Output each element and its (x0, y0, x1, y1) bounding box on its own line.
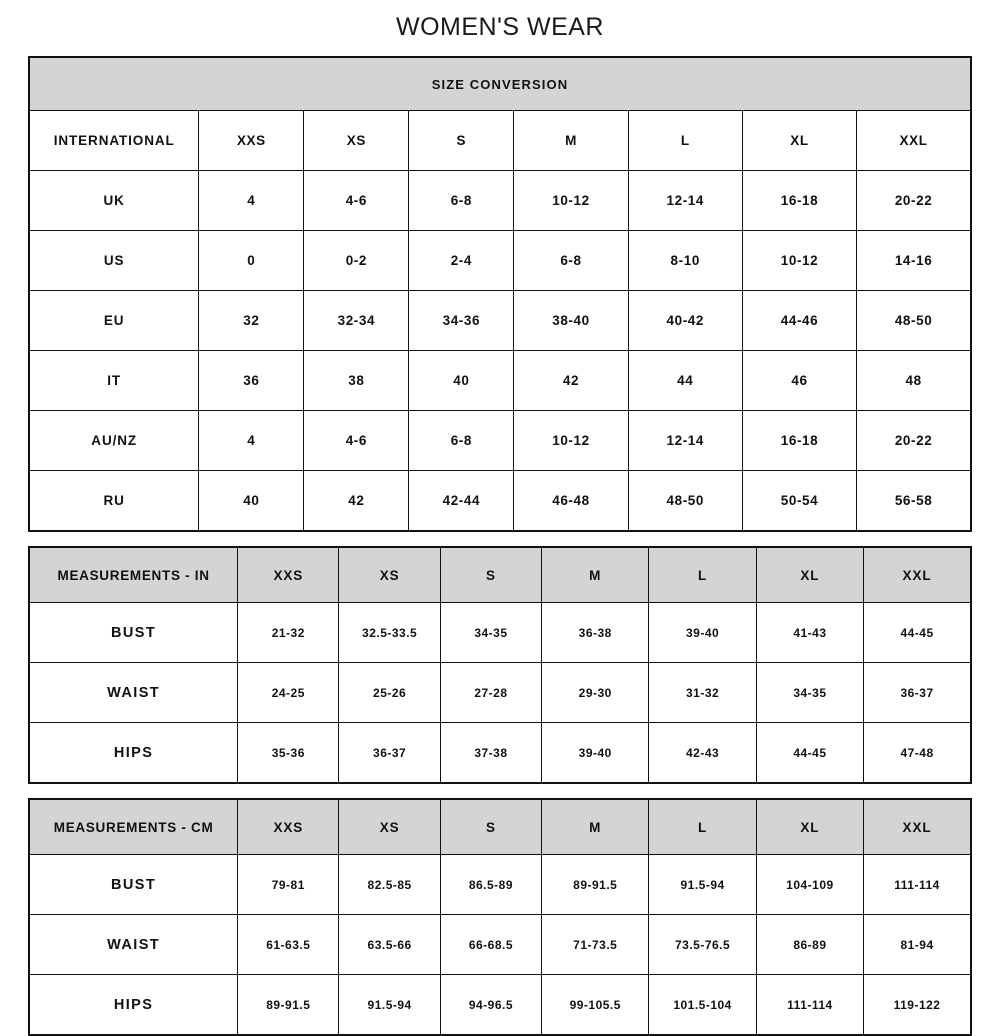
meas-in-cell: 24-25 (238, 663, 339, 723)
meas-in-cell: 34-35 (440, 603, 541, 663)
meas-in-row-label: WAIST (29, 663, 238, 723)
conv-cell: 0 (199, 231, 304, 291)
conv-cell: 46 (742, 351, 856, 411)
conv-cell: 56-58 (857, 471, 971, 532)
conv-cell: 14-16 (857, 231, 971, 291)
conv-header-s: S (409, 111, 514, 171)
meas-in-cell: 36-38 (542, 603, 649, 663)
table-gap (28, 784, 972, 798)
meas-cm-cell: 89-91.5 (542, 855, 649, 915)
meas-in-header-xl: XL (756, 547, 863, 603)
meas-cm-row-label: WAIST (29, 915, 238, 975)
meas-in-cell: 29-30 (542, 663, 649, 723)
conv-header-xxl: XXL (857, 111, 971, 171)
measurements-inches-table (28, 546, 972, 784)
size-conversion-table (28, 56, 972, 532)
meas-cm-cell: 79-81 (238, 855, 339, 915)
meas-cm-cell: 82.5-85 (339, 855, 440, 915)
meas-in-cell: 44-45 (756, 723, 863, 784)
meas-cm-cell: 86-89 (756, 915, 863, 975)
meas-in-header-label: MEASUREMENTS - IN (29, 547, 238, 603)
meas-in-cell: 36-37 (339, 723, 440, 784)
meas-in-cell: 21-32 (238, 603, 339, 663)
conv-row-label: IT (29, 351, 199, 411)
table-banner-row (29, 57, 971, 111)
conv-cell: 32 (199, 291, 304, 351)
table-header-row (29, 799, 971, 855)
meas-cm-cell: 111-114 (756, 975, 863, 1036)
table-row (29, 471, 971, 532)
meas-in-header-m: M (542, 547, 649, 603)
table-row (29, 975, 971, 1036)
table-row (29, 603, 971, 663)
conv-cell: 32-34 (304, 291, 409, 351)
conv-cell: 46-48 (514, 471, 628, 532)
conv-cell: 40 (409, 351, 514, 411)
conv-cell: 6-8 (514, 231, 628, 291)
conv-cell: 38 (304, 351, 409, 411)
meas-in-cell: 25-26 (339, 663, 440, 723)
conv-cell: 12-14 (628, 411, 742, 471)
conv-cell: 48 (857, 351, 971, 411)
conv-cell: 16-18 (742, 411, 856, 471)
table-row (29, 915, 971, 975)
meas-cm-header-label: MEASUREMENTS - CM (29, 799, 238, 855)
conv-cell: 4 (199, 171, 304, 231)
conv-row-label: AU/NZ (29, 411, 199, 471)
conv-header-international: INTERNATIONAL (29, 111, 199, 171)
meas-cm-cell: 73.5-76.5 (649, 915, 756, 975)
conv-cell: 4-6 (304, 411, 409, 471)
conv-cell: 12-14 (628, 171, 742, 231)
conv-cell: 2-4 (409, 231, 514, 291)
table-row (29, 663, 971, 723)
meas-cm-cell: 101.5-104 (649, 975, 756, 1036)
conv-cell: 40-42 (628, 291, 742, 351)
size-chart-page (0, 13, 1000, 1013)
meas-in-cell: 36-37 (864, 663, 971, 723)
meas-in-cell: 27-28 (440, 663, 541, 723)
meas-cm-cell: 91.5-94 (649, 855, 756, 915)
table-row (29, 351, 971, 411)
conv-row-label: RU (29, 471, 199, 532)
meas-in-header-xxl: XXL (864, 547, 971, 603)
conv-header-xs: XS (304, 111, 409, 171)
meas-cm-cell: 89-91.5 (238, 975, 339, 1036)
meas-in-cell: 32.5-33.5 (339, 603, 440, 663)
meas-in-row-label: BUST (29, 603, 238, 663)
meas-cm-cell: 86.5-89 (440, 855, 541, 915)
meas-in-row-label: HIPS (29, 723, 238, 784)
meas-cm-header-m: M (542, 799, 649, 855)
conv-cell: 50-54 (742, 471, 856, 532)
conv-cell: 6-8 (409, 411, 514, 471)
meas-in-cell: 34-35 (756, 663, 863, 723)
meas-cm-header-xl: XL (756, 799, 863, 855)
conv-cell: 20-22 (857, 171, 971, 231)
meas-in-cell: 44-45 (864, 603, 971, 663)
meas-in-cell: 31-32 (649, 663, 756, 723)
conv-cell: 4 (199, 411, 304, 471)
conv-cell: 10-12 (742, 231, 856, 291)
conv-cell: 20-22 (857, 411, 971, 471)
conv-header-xxs: XXS (199, 111, 304, 171)
meas-cm-row-label: HIPS (29, 975, 238, 1036)
table-gap (28, 532, 972, 546)
conv-cell: 10-12 (514, 171, 628, 231)
conv-cell: 8-10 (628, 231, 742, 291)
meas-in-cell: 39-40 (542, 723, 649, 784)
meas-in-cell: 42-43 (649, 723, 756, 784)
meas-cm-cell: 66-68.5 (440, 915, 541, 975)
meas-cm-cell: 81-94 (864, 915, 971, 975)
table-row (29, 291, 971, 351)
conv-row-label: US (29, 231, 199, 291)
meas-cm-cell: 99-105.5 (542, 975, 649, 1036)
meas-cm-header-s: S (440, 799, 541, 855)
meas-in-header-s: S (440, 547, 541, 603)
conv-cell: 48-50 (857, 291, 971, 351)
conv-row-label: UK (29, 171, 199, 231)
meas-in-cell: 39-40 (649, 603, 756, 663)
meas-cm-cell: 104-109 (756, 855, 863, 915)
meas-cm-header-l: L (649, 799, 756, 855)
table-header-row (29, 547, 971, 603)
table-row (29, 411, 971, 471)
meas-cm-cell: 119-122 (864, 975, 971, 1036)
conv-row-label: EU (29, 291, 199, 351)
meas-cm-cell: 111-114 (864, 855, 971, 915)
meas-cm-header-xxs: XXS (238, 799, 339, 855)
meas-in-header-xxs: XXS (238, 547, 339, 603)
conv-cell: 38-40 (514, 291, 628, 351)
meas-cm-cell: 63.5-66 (339, 915, 440, 975)
meas-in-header-l: L (649, 547, 756, 603)
meas-cm-cell: 71-73.5 (542, 915, 649, 975)
conv-header-xl: XL (742, 111, 856, 171)
table-row (29, 855, 971, 915)
conv-header-m: M (514, 111, 628, 171)
conv-cell: 42-44 (409, 471, 514, 532)
meas-cm-cell: 91.5-94 (339, 975, 440, 1036)
size-conversion-banner: SIZE CONVERSION (29, 57, 971, 111)
conv-cell: 4-6 (304, 171, 409, 231)
meas-cm-cell: 61-63.5 (238, 915, 339, 975)
conv-cell: 44 (628, 351, 742, 411)
measurements-cm-table (28, 798, 972, 1036)
meas-in-header-xs: XS (339, 547, 440, 603)
meas-cm-header-xxl: XXL (864, 799, 971, 855)
meas-cm-row-label: BUST (29, 855, 238, 915)
meas-in-cell: 35-36 (238, 723, 339, 784)
conv-cell: 44-46 (742, 291, 856, 351)
conv-cell: 10-12 (514, 411, 628, 471)
conv-cell: 42 (514, 351, 628, 411)
conv-cell: 42 (304, 471, 409, 532)
conv-header-l: L (628, 111, 742, 171)
conv-cell: 36 (199, 351, 304, 411)
meas-in-cell: 37-38 (440, 723, 541, 784)
meas-in-cell: 41-43 (756, 603, 863, 663)
conv-cell: 16-18 (742, 171, 856, 231)
table-row (29, 231, 971, 291)
page-title: WOMEN'S WEAR (396, 13, 604, 41)
meas-cm-cell: 94-96.5 (440, 975, 541, 1036)
conv-cell: 0-2 (304, 231, 409, 291)
meas-cm-header-xs: XS (339, 799, 440, 855)
table-row (29, 723, 971, 784)
conv-cell: 6-8 (409, 171, 514, 231)
table-row (29, 171, 971, 231)
meas-in-cell: 47-48 (864, 723, 971, 784)
table-row (29, 111, 971, 171)
conv-cell: 34-36 (409, 291, 514, 351)
conv-cell: 48-50 (628, 471, 742, 532)
conv-cell: 40 (199, 471, 304, 532)
